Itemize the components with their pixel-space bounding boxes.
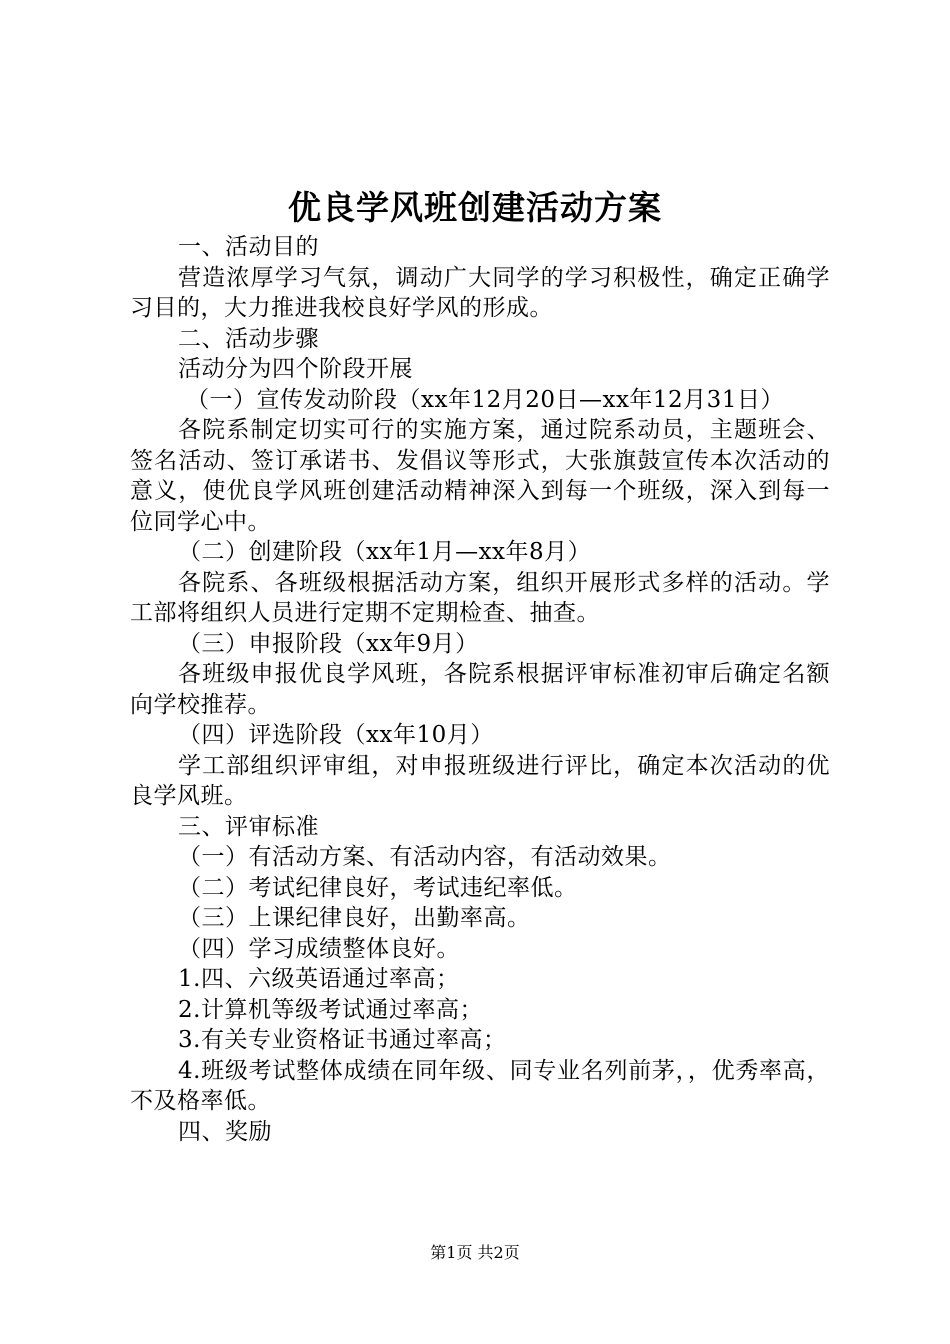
section-heading: 二、活动步骤 bbox=[178, 325, 319, 352]
body-paragraph: 各班级申报优良学风班，各院系根据评审标准初审后确定名额向学校推荐。 bbox=[130, 661, 830, 718]
section-heading: 一、活动目的 bbox=[178, 234, 319, 260]
document-body bbox=[130, 232, 830, 1147]
criteria-item: （三）上课纪律良好，出勤率高。 bbox=[178, 905, 531, 931]
page-footer: 第1页 共2页 bbox=[430, 1243, 520, 1262]
criteria-item: （四）学习成绩整体良好。 bbox=[178, 935, 460, 962]
section-heading: 四、奖励 bbox=[178, 1118, 272, 1145]
stage-heading: （一）宣传发动阶段（xx年12月20日—xx年12月31日） bbox=[186, 386, 784, 413]
body-paragraph: 各院系、各班级根据活动方案，组织开展形式多样的活动。学工部将组织人员进行定期不定期检查、抽查。 bbox=[130, 569, 830, 626]
section-heading: 三、评审标准 bbox=[178, 813, 319, 840]
criteria-item: （二）考试纪律良好，考试违纪率低。 bbox=[178, 874, 578, 901]
stage-heading: （三）申报阶段（xx年9月） bbox=[178, 630, 479, 657]
stage-heading: （二）创建阶段（xx年1月—xx年8月） bbox=[178, 539, 592, 565]
numbered-item: 1.四、六级英语通过率高； bbox=[178, 966, 460, 992]
numbered-item: 4.班级考试整体成绩在同年级、同专业名列前茅，，优秀率高，不及格率低。 bbox=[130, 1057, 830, 1114]
body-paragraph: 营造浓厚学习气氛，调动广大同学的学习积极性，确定正确学习目的，大力推进我校良好学风的形成。 bbox=[130, 264, 830, 321]
numbered-item: 3.有关专业资格证书通过率高； bbox=[178, 1027, 507, 1053]
body-paragraph: 各院系制定切实可行的实施方案，通过院系动员，主题班会、签名活动、签订承诺书、发倡议等形式，大张旗鼓宣传本次活动的意义，使优良学风班创建活动精神深入到每一个班级，深入到每一位同学心中。 bbox=[130, 417, 830, 535]
stage-heading: （四）评选阶段（xx年10月） bbox=[178, 722, 494, 748]
body-paragraph: 活动分为四个阶段开展 bbox=[178, 356, 413, 382]
document-title: 优良学风班创建活动方案 bbox=[288, 188, 662, 227]
numbered-item: 2.计算机等级考试通过率高； bbox=[178, 996, 483, 1023]
body-paragraph: 学工部组织评审组，对申报班级进行评比，确定本次活动的优良学风班。 bbox=[130, 752, 830, 809]
criteria-item: （一）有活动方案、有活动内容，有活动效果。 bbox=[178, 844, 672, 870]
